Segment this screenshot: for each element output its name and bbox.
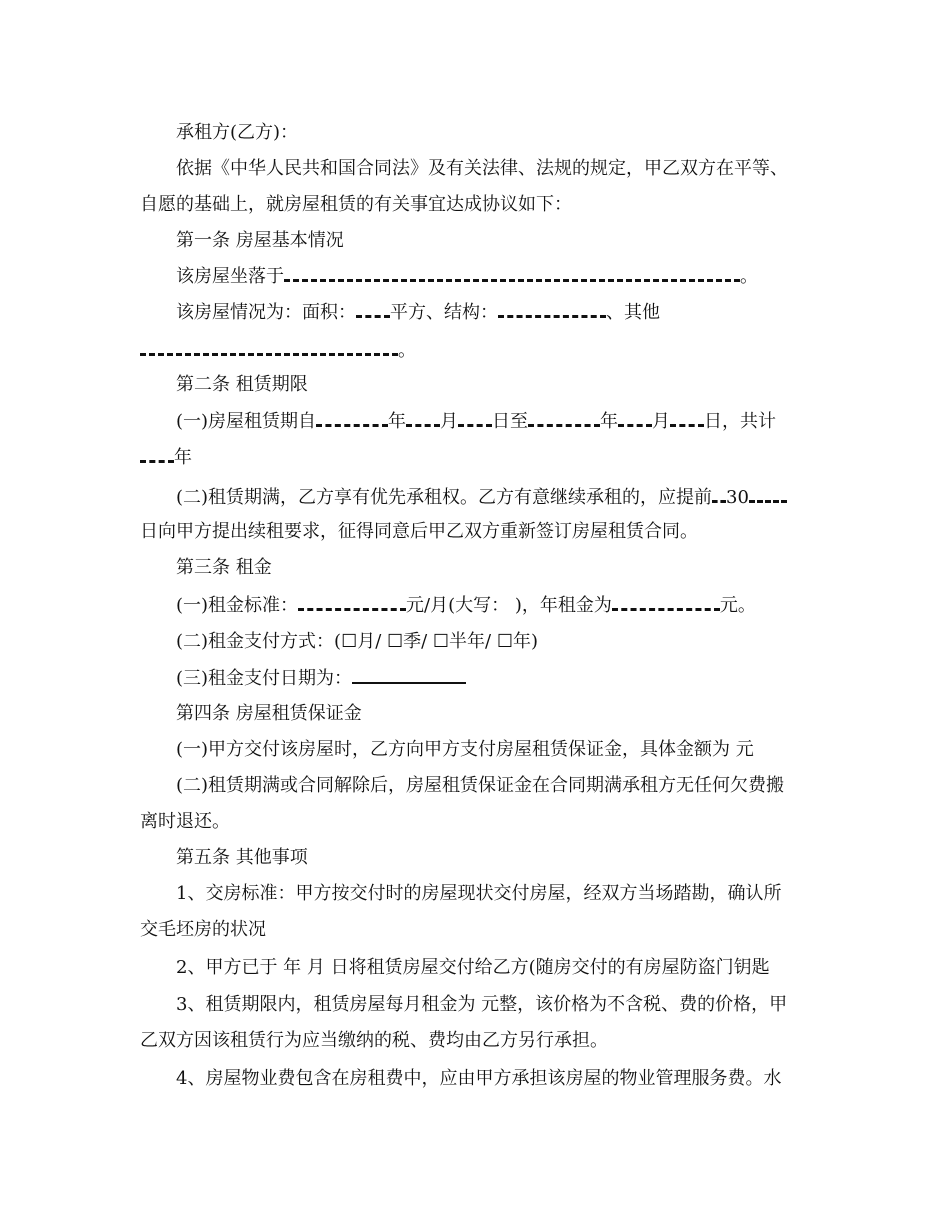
- intro-line-2: 自愿的基础上，就房屋租赁的有关事宜达成协议如下：: [140, 194, 572, 215]
- article-3-rent: [176, 594, 756, 618]
- location-blank: [284, 265, 740, 282]
- article-3-payment-method: (二)租金支付方式：(☐月/ ☐季/ ☐半年/ ☐年): [176, 631, 538, 652]
- start-day-blank: [458, 410, 492, 427]
- year-label: 年: [388, 411, 407, 432]
- article-1-other: [140, 339, 416, 363]
- article-1-title: 第一条 房屋基本情况: [176, 230, 344, 251]
- article-4-deposit: (一)甲方交付该房屋时，乙方向甲方支付房屋租赁保证金，具体金额为 元: [176, 739, 754, 760]
- article-4-title: 第四条 房屋租赁保证金: [176, 703, 362, 724]
- month-label: 月: [440, 411, 459, 432]
- monthly-rent-blank: [298, 594, 406, 611]
- days-value: 30: [726, 487, 749, 508]
- article-2-renewal-2: 日向甲方提出续租要求，征得同意后甲乙双方重新签订房屋租赁合同。: [140, 521, 698, 542]
- structure-blank: [498, 301, 606, 318]
- days-blank-left: [712, 486, 726, 503]
- end-year-blank: [528, 410, 600, 427]
- area-blank: [356, 301, 390, 318]
- location-label: 该房屋坐落于: [176, 266, 284, 287]
- article-1-condition: [176, 301, 660, 325]
- end-month-blank: [618, 410, 652, 427]
- start-year-blank: [316, 410, 388, 427]
- end-day-blank: [670, 410, 704, 427]
- location-end: 。: [740, 266, 758, 287]
- article-5-item-2: 2、甲方已于 年 月 日将租赁房屋交付给乙方(随房交付的有房屋防盗门钥匙: [176, 957, 770, 978]
- renewal-text: (二)租赁期满，乙方享有优先承租权。乙方有意继续承租的，应提前: [176, 487, 713, 508]
- structure-label: 平方、结构：: [390, 302, 498, 323]
- year-label-2: 年: [600, 411, 619, 432]
- article-2-term: [176, 410, 776, 434]
- article-2-title: 第二条 租赁期限: [176, 374, 308, 395]
- article-4-refund-2: 离时退还。: [140, 811, 230, 832]
- article-3-payment-date: [176, 666, 466, 691]
- month-label-2: 月: [652, 411, 671, 432]
- article-1-location: [176, 265, 758, 289]
- rent-unit-label: 元/月(大写： )，年租金为: [406, 595, 612, 616]
- lessee-label: 承租方(乙方)：: [176, 122, 299, 143]
- area-label: 该房屋情况为：面积：: [176, 302, 356, 323]
- days-blank-right: [749, 486, 787, 503]
- total-years-blank: [140, 446, 174, 463]
- article-5-item-3a: 3、租赁期限内，租赁房屋每月租金为 元整，该价格为不含税、费的价格，甲: [176, 994, 788, 1015]
- day-to-label: 日至: [492, 411, 529, 432]
- article-4-refund-1: (二)租赁期满或合同解除后，房屋租赁保证金在合同期满承租方无任何欠费搬: [176, 775, 785, 796]
- years-label: 年: [174, 447, 192, 468]
- other-label: 、其他: [606, 302, 660, 323]
- yuan-label: 元。: [719, 595, 756, 616]
- rent-label: (一)租金标准：: [176, 595, 299, 616]
- payment-date-blank: [352, 666, 466, 684]
- annual-rent-blank: [612, 594, 720, 611]
- other-end: 。: [398, 340, 416, 361]
- intro-line-1: 依据《中华人民共和国合同法》及有关法律、法规的规定，甲乙双方在平等、: [176, 158, 788, 179]
- start-month-blank: [406, 410, 440, 427]
- article-5-item-3b: 乙双方因该租赁行为应当缴纳的税、费均由乙方另行承担。: [140, 1030, 608, 1051]
- article-5-item-1a: 1、交房标准：甲方按交付时的房屋现状交付房屋，经双方当场踏勘，确认所: [176, 883, 782, 904]
- article-2-term-total: [140, 446, 192, 470]
- article-5-item-4: 4、房屋物业费包含在房租费中，应由甲方承担该房屋的物业管理服务费。水: [176, 1068, 782, 1089]
- total-label: 日，共计: [704, 411, 777, 432]
- other-blank: [140, 339, 398, 356]
- article-5-title: 第五条 其他事项: [176, 847, 308, 868]
- article-2-renewal: [176, 486, 787, 510]
- payment-date-label: (三)租金支付日期为：: [176, 668, 353, 689]
- article-3-title: 第三条 租金: [176, 557, 272, 578]
- article-5-item-1b: 交毛坯房的状况: [140, 919, 266, 940]
- term-start-label: (一)房屋租赁期自: [176, 411, 317, 432]
